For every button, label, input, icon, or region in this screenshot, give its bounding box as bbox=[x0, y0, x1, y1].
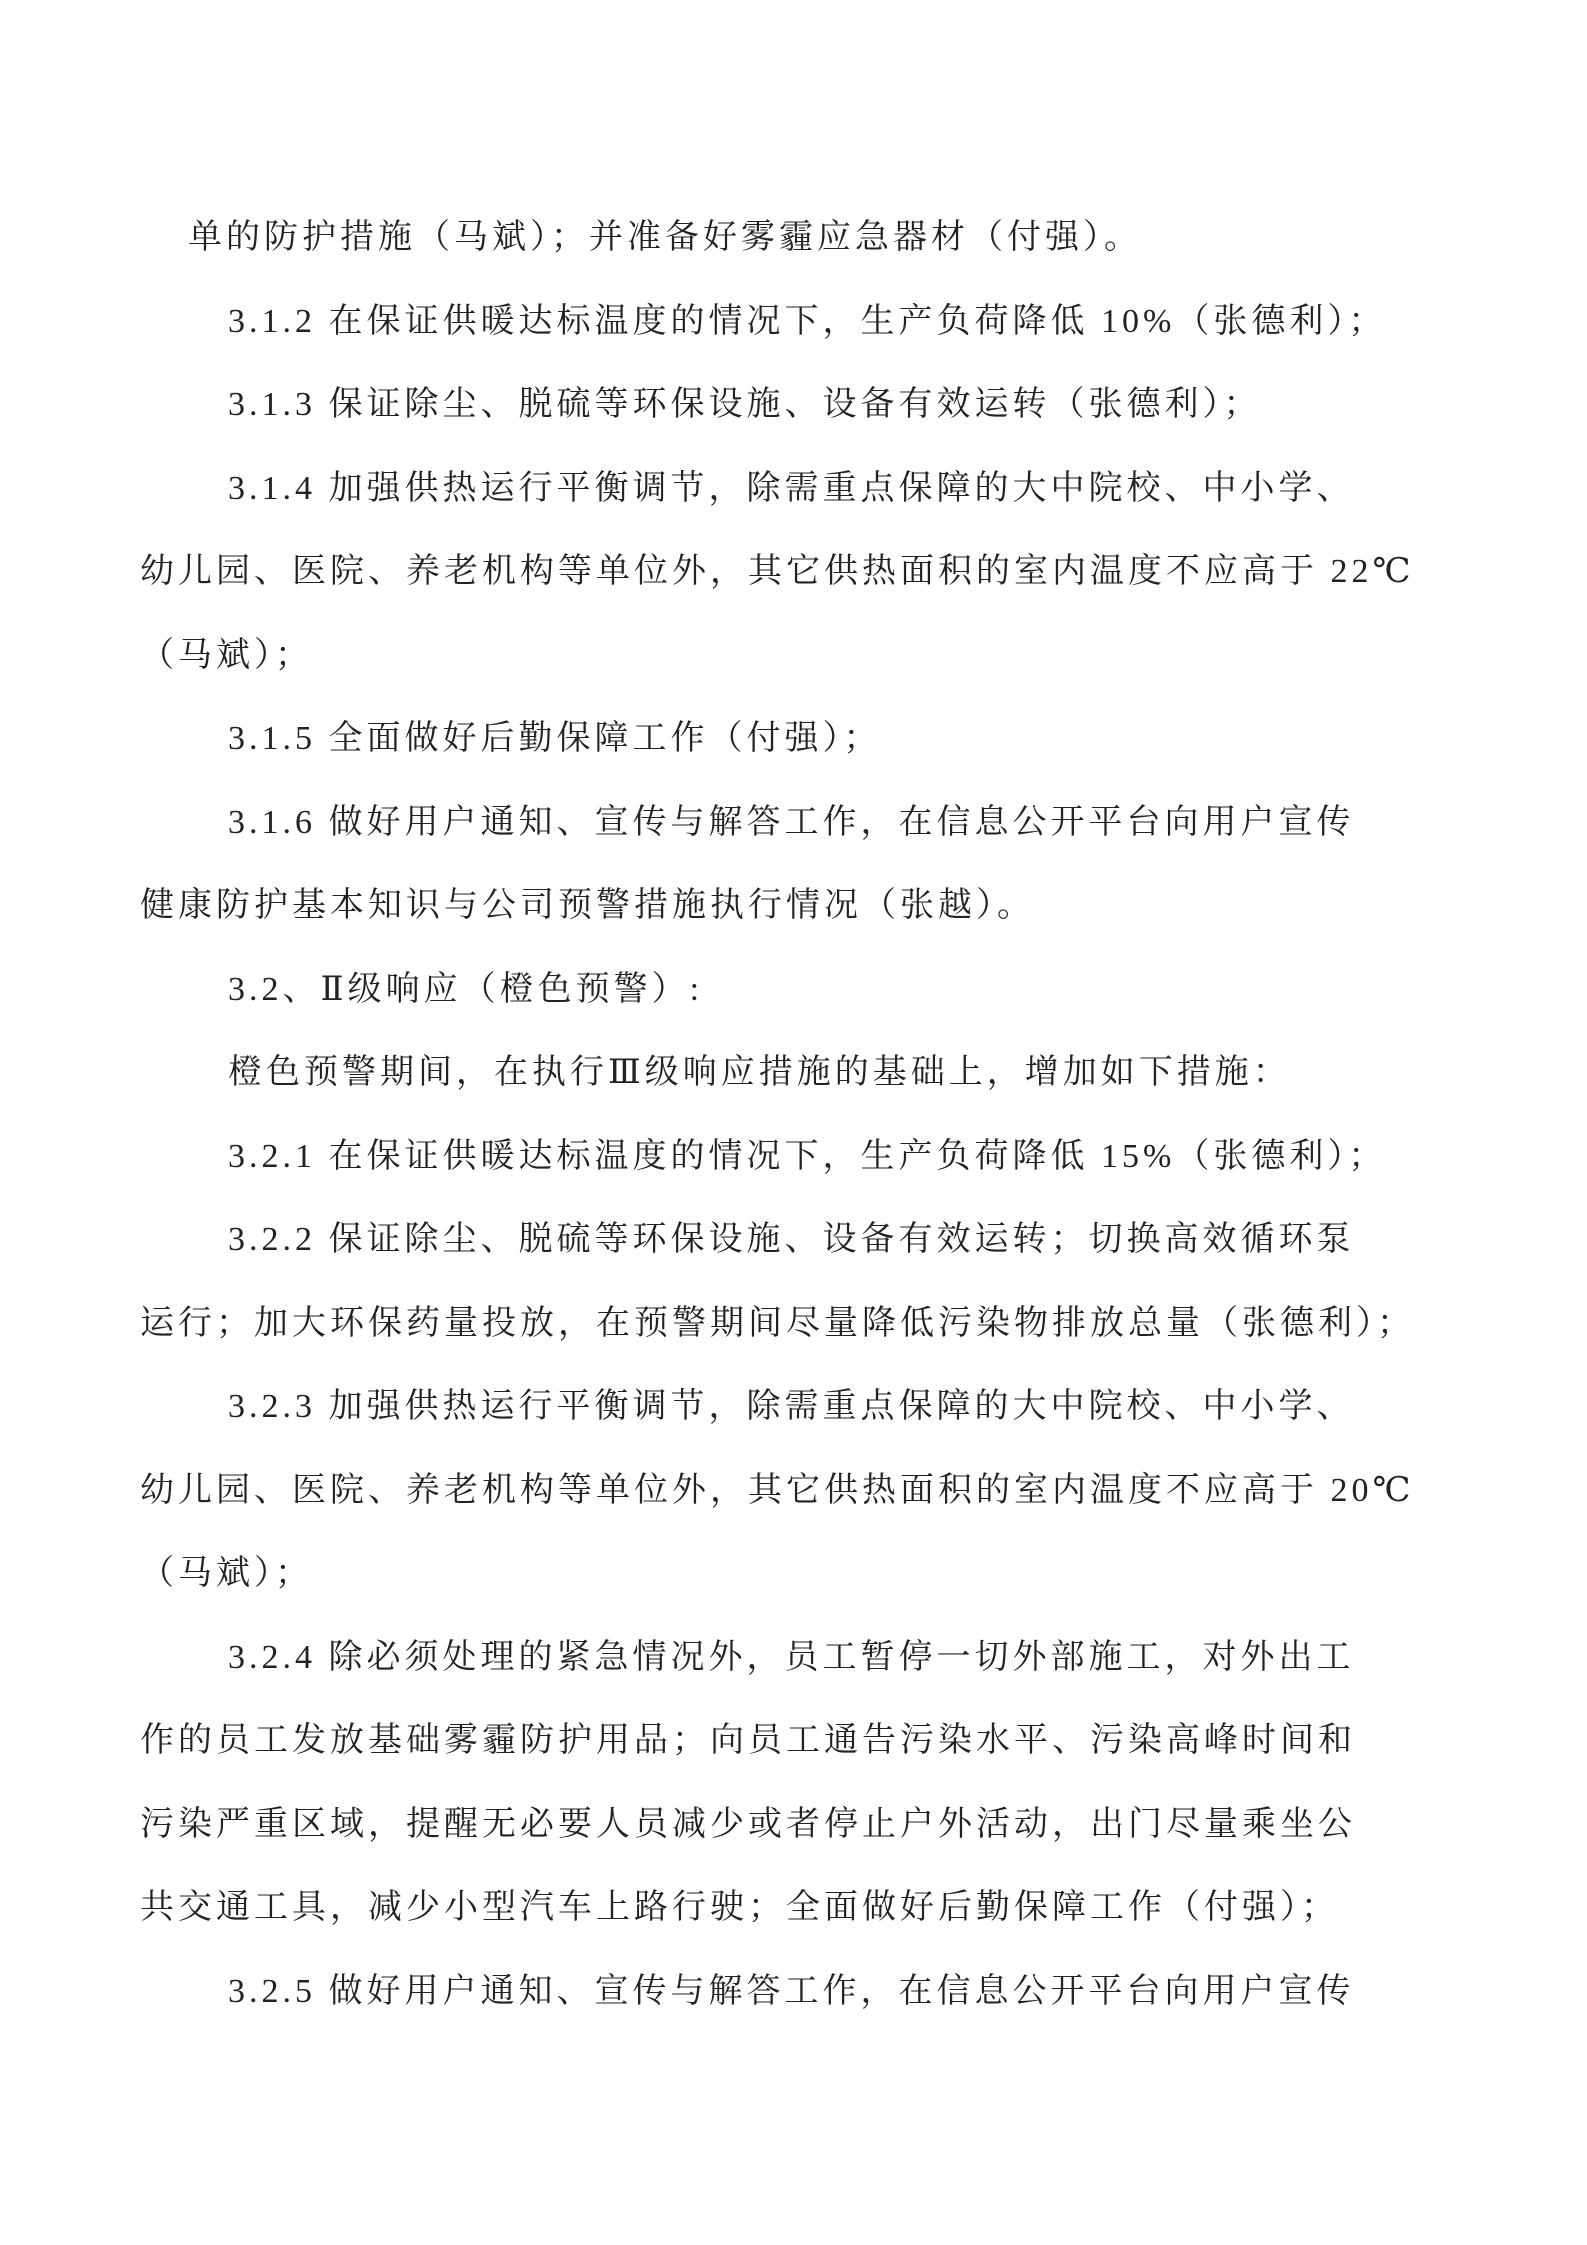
text-line: 单的防护措施（马斌）；并准备好雾霾应急器材（付强）。 bbox=[188, 219, 1142, 256]
text-line: 橙色预警期间，在执行Ⅲ级响应措施的基础上，增加如下措施： bbox=[228, 1054, 1291, 1091]
text-line: 3.2.5 做好用户通知、宣传与解答工作，在信息公开平台向用户宣传 bbox=[228, 1972, 1355, 2010]
text-line: 3.1.6 做好用户通知、宣传与解答工作，在信息公开平台向用户宣传 bbox=[228, 803, 1355, 841]
text-line: 作的员工发放基础雾霾防护用品；向员工通告污染水平、污染高峰时间和 bbox=[140, 1722, 1356, 1759]
text-line: 污染严重区域，提醒无必要人员减少或者停止户外活动，出门尽量乘坐公 bbox=[140, 1805, 1356, 1843]
text-line: （马斌）； bbox=[140, 1555, 313, 1592]
text-line: 3.2.2 保证除尘、脱硫等环保设施、设备有效运转；切换高效循环泵 bbox=[228, 1221, 1355, 1258]
text-line: 3.1.5 全面做好后勤保障工作（付强）； bbox=[228, 720, 882, 757]
text-line: 共交通工具，减少小型汽车上路行驶；全面做好后勤保障工作（付强）； bbox=[140, 1889, 1339, 1926]
text-line: 运行；加大环保药量投放，在预警期间尽量降低污染物排放总量（张德利）； bbox=[140, 1304, 1415, 1342]
text-line: （马斌）； bbox=[140, 636, 313, 674]
text-column bbox=[140, 196, 1500, 2033]
text-line: 3.1.3 保证除尘、脱硫等环保设施、设备有效运转（张德利）； bbox=[228, 386, 1262, 423]
text-line: 3.2、Ⅱ级响应（橙色预警）: bbox=[228, 970, 704, 1008]
text-line: 3.1.2 在保证供暖达标温度的情况下，生产负荷降低 10%（张德利）； bbox=[228, 302, 1387, 340]
text-line: 3.2.3 加强供热运行平衡调节，除需重点保障的大中院校、中小学、 bbox=[228, 1388, 1355, 1425]
text-line: 3.1.4 加强供热运行平衡调节，除需重点保障的大中院校、中小学、 bbox=[228, 469, 1355, 507]
text-line: 3.2.1 在保证供暖达标温度的情况下，生产负荷降低 15%（张德利）； bbox=[228, 1137, 1387, 1175]
text-line: 健康防护基本知识与公司预警措施执行情况（张越）。 bbox=[140, 887, 1035, 924]
text-line: 3.2.4 除必须处理的紧急情况外，员工暂停一切外部施工，对外出工 bbox=[228, 1638, 1355, 1676]
text-line: 幼儿园、医院、养老机构等单位外，其它供热面积的室内温度不应高于 22℃ bbox=[140, 553, 1415, 590]
text-line: 幼儿园、医院、养老机构等单位外，其它供热面积的室内温度不应高于 20℃ bbox=[140, 1471, 1415, 1509]
